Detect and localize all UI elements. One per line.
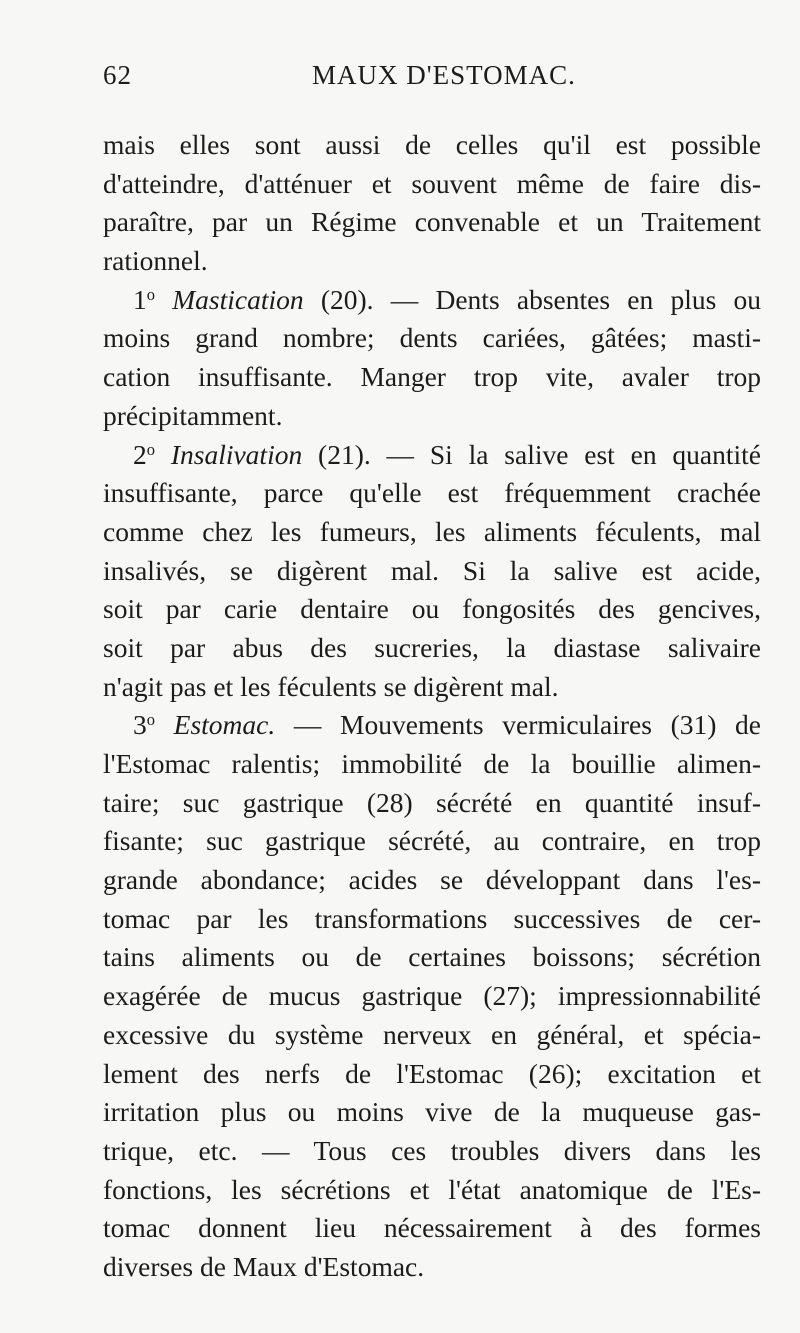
line-text: trique, etc. — Tous ces troubles divers dans les	[103, 1134, 761, 1166]
text-line	[103, 1209, 761, 1248]
line-text: tomac par les transformations successives de cer-	[103, 902, 761, 934]
line-text: excessive du système nerveux en général, et spécia-	[103, 1018, 761, 1050]
text-line	[103, 436, 761, 475]
line-text: grande abondance; acides se développant dans l'es-	[103, 864, 761, 896]
line-text: tomac donnent lieu nécessairement à des formes	[103, 1212, 761, 1244]
line-text: — Mouvements vermiculaires (31) de	[275, 709, 761, 741]
text-line	[103, 745, 761, 784]
text-line	[103, 822, 761, 861]
text-line	[103, 668, 761, 707]
body-text	[103, 126, 761, 1287]
line-text: irritation plus ou moins vive de la muqueuse gas-	[103, 1096, 761, 1128]
line-text: fisante; suc gastrique sécrété, au contraire, en trop	[103, 825, 761, 857]
text-line	[103, 1171, 761, 1210]
text-line	[103, 474, 761, 513]
line-text: paraître, par un Régime convenable et un Traitement	[103, 206, 761, 238]
text-line	[103, 513, 761, 552]
section-heading: Estomac.	[173, 709, 276, 741]
line-text: soit par carie dentaire ou fongosités des gencives,	[103, 593, 761, 625]
line-text: n'agit pas et les féculents se digèrent mal.	[103, 670, 559, 702]
text-line	[103, 977, 761, 1016]
item-number: 3	[133, 709, 147, 741]
line-text: d'atteindre, d'atténuer et souvent même de faire dis-	[103, 167, 761, 199]
line-text: exagérée de mucus gastrique (27); impressionnabilité	[103, 980, 761, 1012]
line-text: (20). — Dents absentes en plus ou	[303, 283, 761, 315]
line-text: tains aliments ou de certaines boissons; sécrétion	[103, 941, 761, 973]
text-line	[103, 1016, 761, 1055]
text-line	[103, 784, 761, 823]
text-line	[103, 861, 761, 900]
text-line	[103, 319, 761, 358]
text-line	[103, 1248, 761, 1287]
line-text: insalivés, se digèrent mal. Si la salive est acide,	[103, 554, 761, 586]
text-line	[103, 281, 761, 320]
line-text: comme chez les fumeurs, les aliments féculents, mal	[103, 515, 761, 547]
line-text: insuffisante, parce qu'elle est fréquemment crachée	[103, 477, 761, 509]
item-number: 1	[133, 283, 147, 315]
line-text: (21). — Si la salive est en quantité	[302, 438, 761, 470]
ordinal-mark: o	[146, 284, 155, 304]
line-text: lement des nerfs de l'Estomac (26); excitation et	[103, 1057, 761, 1089]
line-text: cation insuffisante. Manger trop vite, avaler trop	[103, 361, 761, 393]
line-text: précipitamment.	[103, 399, 283, 431]
text-line	[103, 126, 761, 165]
text-line	[103, 1132, 761, 1171]
item-number: 2	[133, 438, 147, 470]
text-line	[103, 358, 761, 397]
text-line	[103, 629, 761, 668]
running-header	[103, 60, 763, 100]
text-line	[103, 1093, 761, 1132]
section-heading: Mastication	[172, 283, 304, 315]
text-line	[103, 397, 761, 436]
text-line	[103, 900, 761, 939]
ordinal-mark: o	[146, 439, 155, 459]
text-line	[103, 938, 761, 977]
text-line	[103, 203, 761, 242]
line-text: rationnel.	[103, 245, 208, 277]
line-text: diverses de Maux d'Estomac.	[103, 1250, 425, 1282]
text-line	[103, 1055, 761, 1094]
section-heading: Insalivation	[170, 438, 303, 470]
text-line	[103, 706, 761, 745]
line-text: soit par abus des sucreries, la diastase salivaire	[103, 631, 761, 663]
running-title: MAUX D'ESTOMAC.	[312, 60, 576, 90]
line-text: fonctions, les sécrétions et l'état anatomique de l'Es-	[103, 1173, 761, 1205]
text-line	[103, 552, 761, 591]
text-line	[103, 165, 761, 204]
text-line	[103, 242, 761, 281]
text-line	[103, 590, 761, 629]
ordinal-mark: o	[146, 710, 155, 730]
line-text: taire; suc gastrique (28) sécrété en quantité insuf-	[103, 786, 761, 818]
line-text: mais elles sont aussi de celles qu'il est possible	[103, 129, 761, 160]
line-text: moins grand nombre; dents cariées, gâtées; masti-	[103, 322, 761, 354]
page-number: 62	[103, 60, 132, 90]
line-text: l'Estomac ralentis; immobilité de la bouillie alimen-	[103, 748, 761, 779]
